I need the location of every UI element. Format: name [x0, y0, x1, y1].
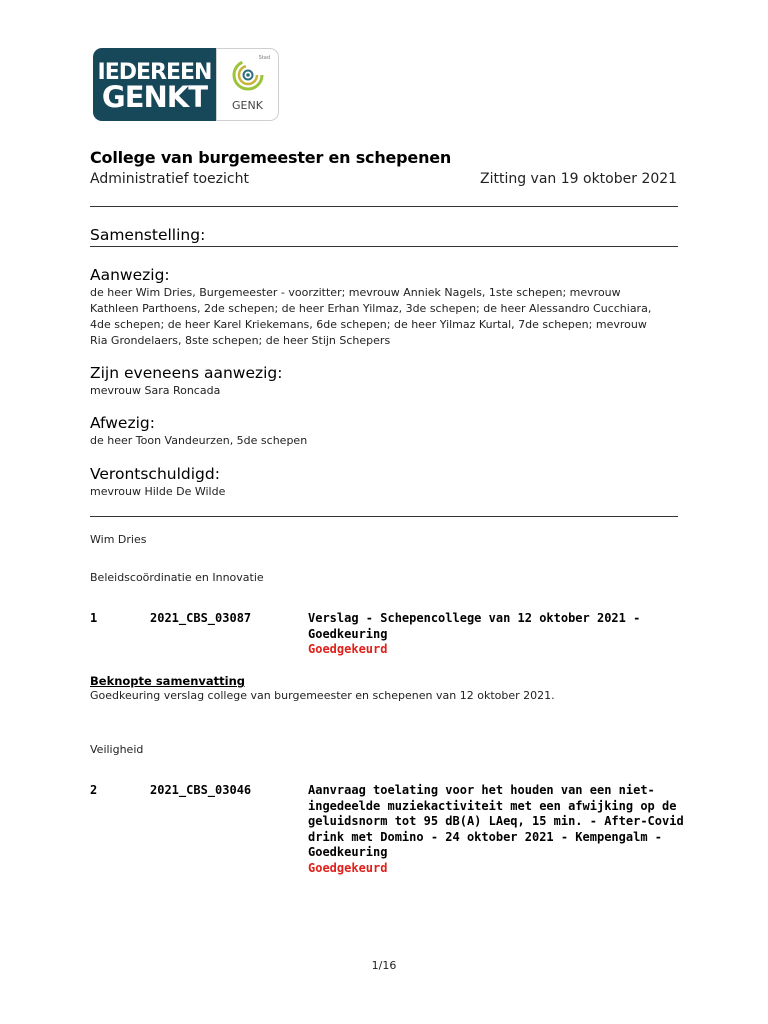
item-title-line: Aanvraag toelating voor het houden van een niet-	[308, 783, 655, 797]
section-title: Beleidscoördinatie en Innovatie	[90, 571, 264, 584]
person-name: Wim Dries	[90, 533, 147, 546]
divider	[90, 516, 678, 517]
page-number: 1/16	[371, 959, 397, 972]
item-code: 2021_CBS_03087	[150, 611, 252, 625]
genk-emblem-icon	[230, 57, 266, 93]
logo-stad-genk	[216, 48, 279, 121]
aanwezig-line: 4de schepen; de heer Karel Kriekemans, 6de schepen; de heer Yilmaz Kurtal, 7de schepen; mevrouw	[90, 318, 647, 331]
item-title-line: Goedkeuring	[308, 845, 388, 859]
item-title-line: geluidsnorm tot 95 dB(A) LAeq, 15 min. - After-Covid	[308, 814, 684, 828]
summary-text: Goedkeuring verslag college van burgemeester en schepenen van 12 oktober 2021.	[90, 689, 555, 702]
item-number: 1	[90, 611, 98, 625]
logo	[93, 48, 279, 121]
logo-iedereen-genkt	[93, 48, 216, 121]
verontschuldigd-text: mevrouw Hilde De Wilde	[90, 485, 226, 498]
aanwezig-line: Kathleen Parthoens, 2de schepen; de heer Erhan Yilmaz, 3de schepen; de heer Alessandro Cucchiara,	[90, 302, 652, 315]
logo-line1: IEDEREEN	[97, 60, 212, 85]
afwezig-heading: Afwezig:	[90, 414, 155, 432]
session-date: Zitting van 19 oktober 2021	[480, 171, 678, 187]
logo-line2: GENKT	[101, 80, 208, 114]
logo-stad-label: Stad	[258, 55, 270, 61]
item-code: 2021_CBS_03046	[150, 783, 252, 797]
status-badge: Goedgekeurd	[308, 860, 388, 875]
item-title-line: ingedeelde muziekactiviteit met een afwijking op de	[308, 798, 677, 813]
item-title-line: Goedkeuring	[308, 626, 388, 641]
status-badge: Goedgekeurd	[308, 642, 388, 656]
aanwezig-line: de heer Wim Dries, Burgemeester - voorzitter; mevrouw Anniek Nagels, 1ste schepen; mevrouw	[90, 286, 621, 299]
item-title-line: Verslag - Schepencollege van 12 oktober 2021 -	[308, 611, 641, 625]
item-title	[308, 783, 688, 876]
summary-heading: Beknopte samenvatting	[90, 674, 246, 688]
subtitle-left: Administratief toezicht	[90, 171, 249, 187]
item-title-line: drink met Domino - 24 oktober 2021 - Kempengalm -	[308, 829, 663, 844]
eveneens-text: mevrouw Sara Roncada	[90, 384, 221, 397]
item-title	[308, 611, 688, 658]
item-number: 2	[90, 783, 98, 797]
aanwezig-line: Ria Grondelaers, 8ste schepen; de heer Stijn Schepers	[90, 334, 391, 347]
samenstelling-heading: Samenstelling:	[90, 226, 206, 244]
logo-city-label: GENK	[232, 99, 263, 112]
eveneens-heading: Zijn eveneens aanwezig:	[90, 364, 283, 382]
afwezig-text: de heer Toon Vandeurzen, 5de schepen	[90, 434, 308, 447]
aanwezig-list	[90, 285, 690, 349]
page-title: College van burgemeester en schepenen	[90, 148, 452, 167]
verontschuldigd-heading: Verontschuldigd:	[90, 465, 220, 483]
section-title: Veiligheid	[90, 743, 144, 756]
divider	[90, 206, 678, 207]
divider	[90, 246, 678, 247]
aanwezig-heading: Aanwezig:	[90, 266, 170, 284]
